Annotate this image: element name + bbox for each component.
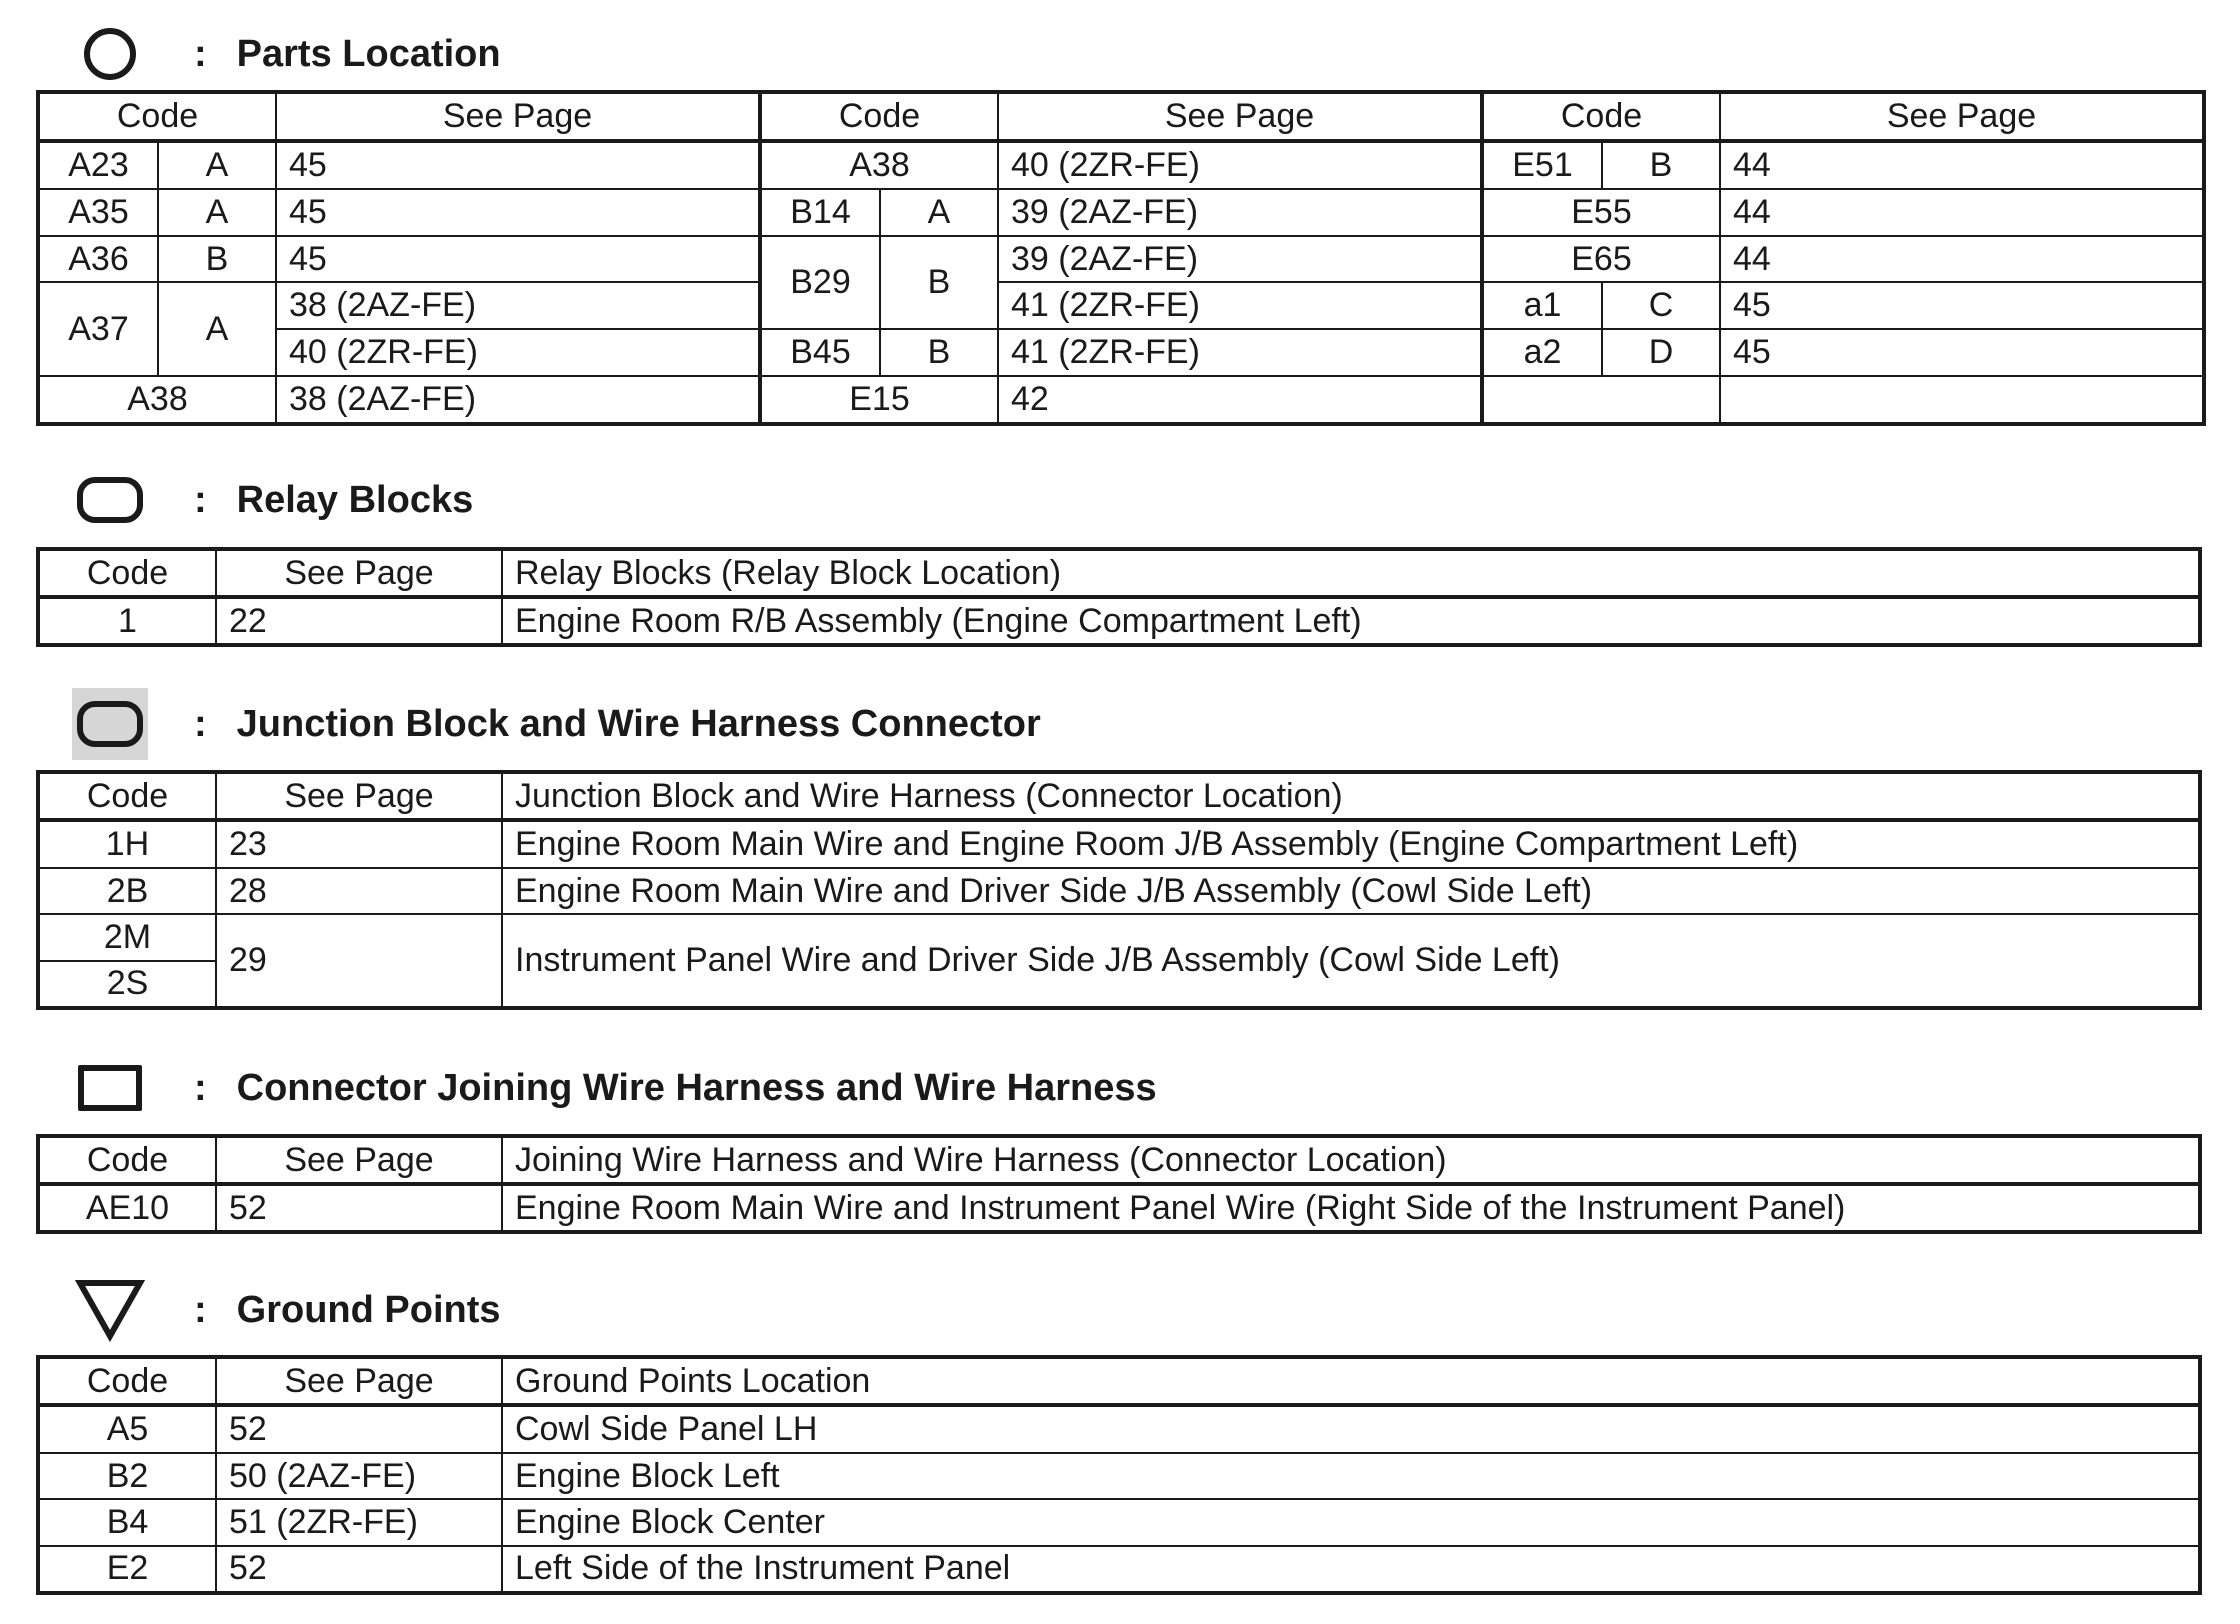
code-cell: A38 [38, 376, 276, 424]
header-code: Code [38, 1357, 216, 1405]
page-cell: 45 [1720, 282, 2204, 329]
junction-block-heading [72, 684, 1041, 764]
description-cell: Engine Room Main Wire and Driver Side J/B Assembly (Cowl Side Left) [502, 868, 2200, 914]
sub-code-cell: D [1602, 329, 1720, 376]
page-cell: 50 (2AZ-FE) [216, 1453, 502, 1499]
header-description: Joining Wire Harness and Wire Harness (Connector Location) [502, 1136, 2200, 1184]
table-row [38, 282, 2204, 329]
code-cell: A36 [38, 236, 158, 283]
code-cell: B45 [760, 329, 880, 376]
header-code: Code [38, 1136, 216, 1184]
junction-block-table [36, 770, 2202, 1010]
code-cell: E2 [38, 1546, 216, 1593]
page-cell: 44 [1720, 189, 2204, 236]
rectangle-icon [72, 1050, 148, 1126]
page-cell: 44 [1720, 141, 2204, 189]
description-cell: Left Side of the Instrument Panel [502, 1546, 2200, 1593]
page-cell: 51 (2ZR-FE) [216, 1499, 502, 1545]
table-header-row [38, 92, 2204, 141]
page-cell: 45 [276, 189, 760, 236]
empty-cell [1720, 376, 2204, 424]
page-cell: 45 [1720, 329, 2204, 376]
triangle-down-icon [72, 1272, 148, 1348]
code-cell: a2 [1482, 329, 1602, 376]
table-header-row [38, 772, 2200, 820]
description-cell: Engine Room Main Wire and Instrument Panel Wire (Right Side of the Instrument Panel) [502, 1184, 2200, 1232]
page-cell: 40 (2ZR-FE) [276, 329, 760, 376]
circle-icon [72, 16, 148, 92]
code-cell: B29 [760, 236, 880, 330]
table-row [38, 1453, 2200, 1499]
table-row [38, 1405, 2200, 1452]
header-see-page: See Page [216, 549, 502, 597]
table-row [38, 1546, 2200, 1593]
page-cell: 52 [216, 1546, 502, 1593]
table-row [38, 914, 2200, 960]
header-code: Code [38, 549, 216, 597]
table-header-row [38, 1136, 2200, 1184]
header-code: Code [760, 92, 998, 141]
description-cell: Engine Room Main Wire and Engine Room J/B Assembly (Engine Compartment Left) [502, 820, 2200, 867]
code-cell: 2M [38, 914, 216, 960]
code-cell: AE10 [38, 1184, 216, 1232]
code-cell: E55 [1482, 189, 1720, 236]
page-cell: 38 (2AZ-FE) [276, 376, 760, 424]
sub-code-cell: A [158, 189, 276, 236]
header-see-page: See Page [1720, 92, 2204, 141]
relay-blocks-heading [72, 460, 473, 540]
parts-location-heading [72, 14, 501, 94]
section-title: Parts Location [236, 32, 501, 75]
description-cell: Cowl Side Panel LH [502, 1405, 2200, 1452]
header-see-page: See Page [276, 92, 760, 141]
header-see-page: See Page [216, 772, 502, 820]
header-description: Relay Blocks (Relay Block Location) [502, 549, 2200, 597]
header-code: Code [38, 92, 276, 141]
page-cell: 23 [216, 820, 502, 867]
ground-points-table [36, 1355, 2202, 1595]
code-cell: B4 [38, 1499, 216, 1545]
section-title: Connector Joining Wire Harness and Wire Harness [236, 1066, 1157, 1109]
section-title: Junction Block and Wire Harness Connector [236, 702, 1041, 745]
shaded-rounded-rect-icon [72, 686, 148, 762]
header-see-page: See Page [216, 1136, 502, 1184]
table-row [38, 1184, 2200, 1232]
page-cell: 42 [998, 376, 1482, 424]
table-row [38, 820, 2200, 867]
page-cell: 45 [276, 236, 760, 283]
heading-colon: : [194, 1066, 207, 1109]
ground-points-heading [72, 1270, 501, 1350]
header-code: Code [38, 772, 216, 820]
code-cell: 1 [38, 597, 216, 645]
table-row [38, 189, 2204, 236]
description-cell: Engine Block Left [502, 1453, 2200, 1499]
code-cell: A35 [38, 189, 158, 236]
page-cell: 29 [216, 914, 502, 1008]
page-cell: 22 [216, 597, 502, 645]
heading-colon: : [194, 702, 207, 745]
description-cell: Engine Block Center [502, 1499, 2200, 1545]
heading-colon: : [194, 1288, 207, 1331]
page-cell: 52 [216, 1405, 502, 1452]
heading-colon: : [194, 32, 207, 75]
sub-code-cell: C [1602, 282, 1720, 329]
sub-code-cell: B [880, 236, 998, 330]
table-row [38, 1499, 2200, 1545]
empty-cell [1482, 376, 1720, 424]
page-cell: 41 (2ZR-FE) [998, 329, 1482, 376]
code-cell: 1H [38, 820, 216, 867]
page-cell: 52 [216, 1184, 502, 1232]
sub-code-cell: B [158, 236, 276, 283]
table-row [38, 597, 2200, 645]
code-cell: A38 [760, 141, 998, 189]
header-see-page: See Page [216, 1357, 502, 1405]
code-cell: B14 [760, 189, 880, 236]
sub-code-cell: A [158, 141, 276, 189]
heading-colon: : [194, 478, 207, 521]
section-title: Ground Points [236, 1288, 501, 1331]
relay-blocks-table [36, 547, 2202, 647]
table-row [38, 329, 2204, 376]
code-cell: A23 [38, 141, 158, 189]
page-cell: 39 (2AZ-FE) [998, 236, 1482, 283]
sub-code-cell: A [158, 282, 276, 376]
table-header-row [38, 549, 2200, 597]
page-cell: 41 (2ZR-FE) [998, 282, 1482, 329]
joining-connector-table [36, 1134, 2202, 1234]
table-row [38, 868, 2200, 914]
page-cell: 39 (2AZ-FE) [998, 189, 1482, 236]
table-row [38, 236, 2204, 283]
page-cell: 28 [216, 868, 502, 914]
code-cell: A5 [38, 1405, 216, 1452]
header-description: Ground Points Location [502, 1357, 2200, 1405]
page-cell: 44 [1720, 236, 2204, 283]
table-row [38, 141, 2204, 189]
parts-location-table [36, 90, 2206, 426]
description-cell: Instrument Panel Wire and Driver Side J/B Assembly (Cowl Side Left) [502, 914, 2200, 1008]
sub-code-cell: A [880, 189, 998, 236]
header-see-page: See Page [998, 92, 1482, 141]
sub-code-cell: B [880, 329, 998, 376]
sub-code-cell: B [1602, 141, 1720, 189]
table-row [38, 376, 2204, 424]
rounded-rect-icon [72, 462, 148, 538]
code-cell: B2 [38, 1453, 216, 1499]
header-code: Code [1482, 92, 1720, 141]
code-cell: E51 [1482, 141, 1602, 189]
code-cell: A37 [38, 282, 158, 376]
description-cell: Engine Room R/B Assembly (Engine Compartment Left) [502, 597, 2200, 645]
code-cell: E15 [760, 376, 998, 424]
header-description: Junction Block and Wire Harness (Connector Location) [502, 772, 2200, 820]
joining-connector-heading [72, 1048, 1157, 1128]
page-cell: 38 (2AZ-FE) [276, 282, 760, 329]
code-cell: 2B [38, 868, 216, 914]
table-header-row [38, 1357, 2200, 1405]
code-cell: 2S [38, 961, 216, 1008]
page-cell: 40 (2ZR-FE) [998, 141, 1482, 189]
section-title: Relay Blocks [236, 478, 474, 521]
code-cell: E65 [1482, 236, 1720, 283]
page-cell: 45 [276, 141, 760, 189]
code-cell: a1 [1482, 282, 1602, 329]
